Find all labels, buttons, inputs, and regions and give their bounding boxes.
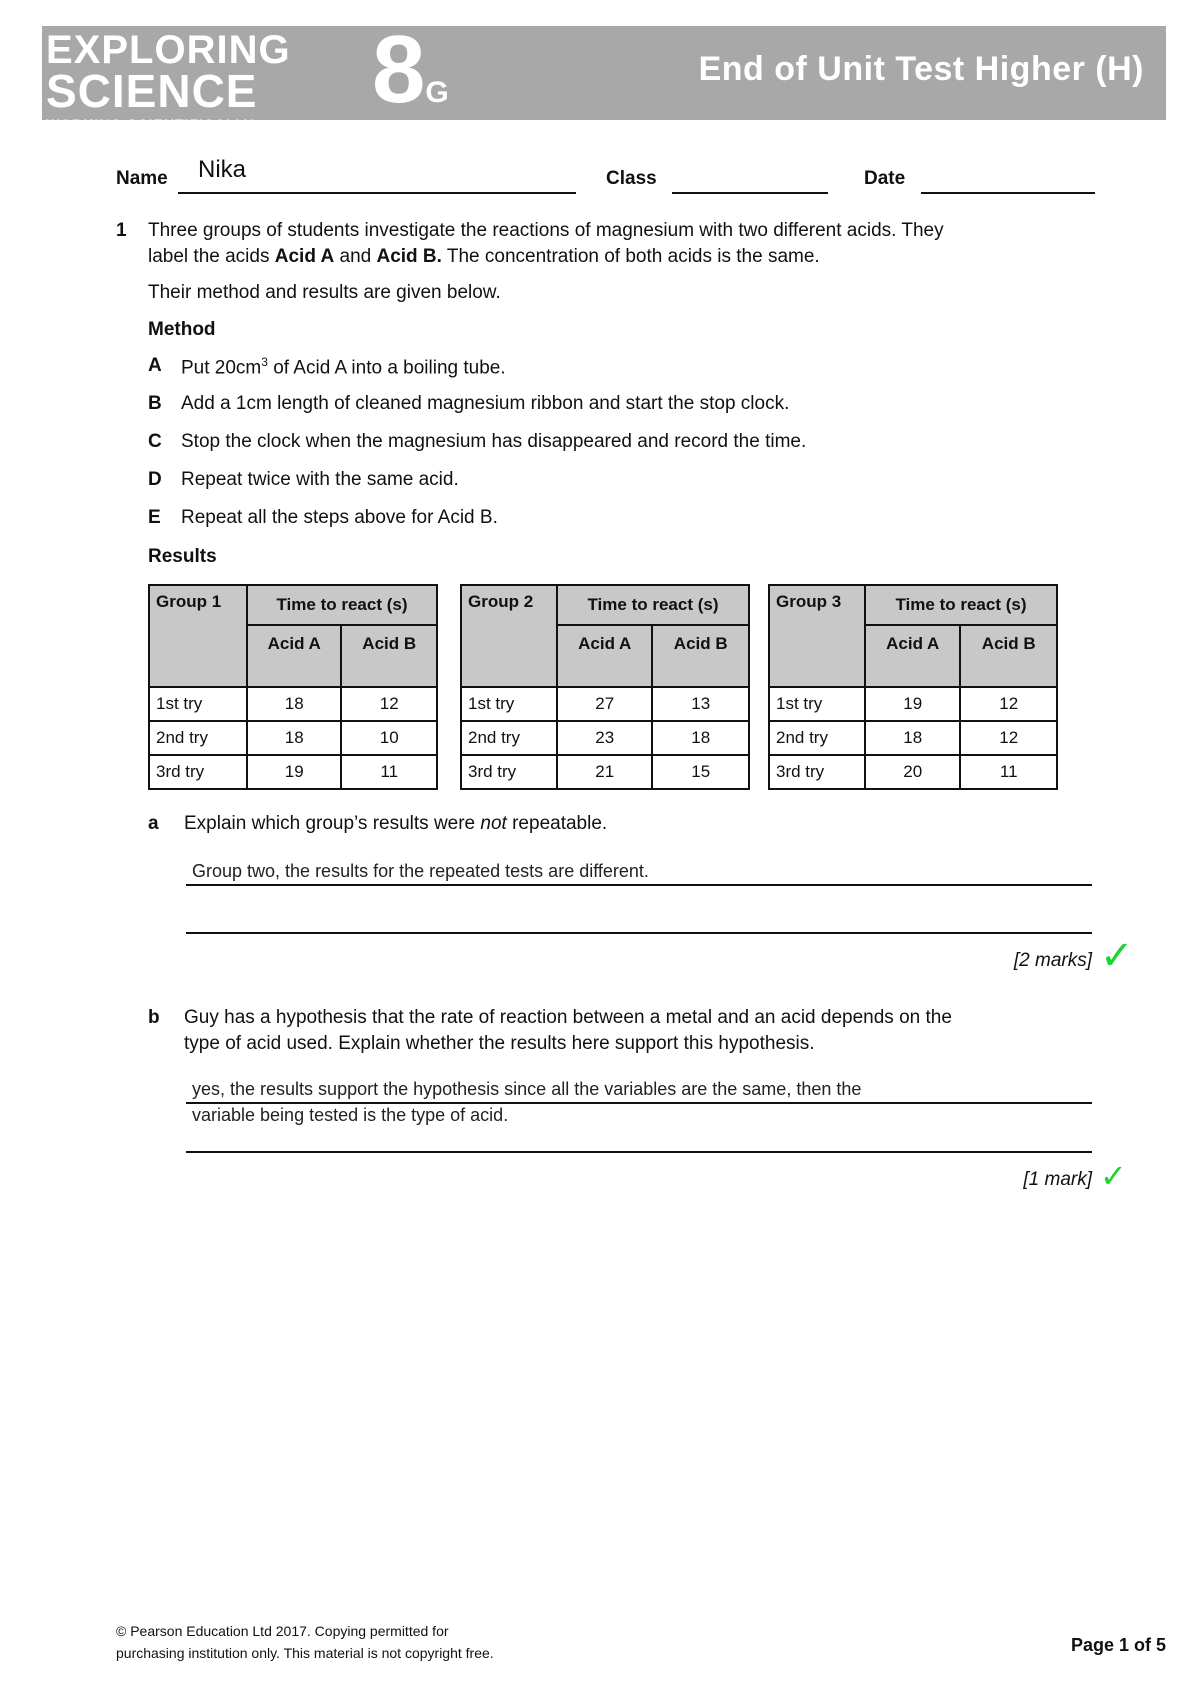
step-letter: E xyxy=(148,507,161,528)
acid-b-value: 10 xyxy=(341,721,437,755)
logo-line-3: WORKING SCIENTIFICALLY xyxy=(46,116,255,132)
checkmark-icon: ✓ xyxy=(1100,1158,1127,1194)
acid-a-value: 27 xyxy=(557,687,652,721)
question-intro-line-2 xyxy=(148,244,1098,270)
row-label: 3rd try xyxy=(769,755,865,789)
part-a-text: repeatable. xyxy=(506,813,608,834)
step-text xyxy=(181,355,506,379)
table-row xyxy=(461,721,749,755)
time-header: Time to react (s) xyxy=(557,585,749,625)
acid-b-header: Acid B xyxy=(652,625,749,687)
row-label: 2nd try xyxy=(461,721,557,755)
step-a-text: Put 20cm xyxy=(181,357,262,379)
method-heading: Method xyxy=(148,319,216,340)
exploring-science-logo xyxy=(46,30,346,132)
acid-a-header: Acid A xyxy=(557,625,652,687)
copyright-line-1: © Pearson Education Ltd 2017. Copying permitted for xyxy=(116,1623,449,1639)
acid-a-header: Acid A xyxy=(865,625,960,687)
page-number: Page 1 of 5 xyxy=(1070,1635,1166,1655)
header-banner xyxy=(42,16,1166,132)
part-a-text: Explain which group’s results were xyxy=(184,813,481,834)
acid-b-value: 11 xyxy=(960,755,1057,789)
logo-line-1: EXPLORING xyxy=(46,28,291,72)
acid-b-value: 15 xyxy=(652,755,749,789)
step-letter: B xyxy=(148,393,162,414)
time-header: Time to react (s) xyxy=(865,585,1057,625)
test-title: End of Unit Test Higher (H) xyxy=(698,50,1144,88)
part-b-question xyxy=(184,1005,1104,1057)
acid-b-header: Acid B xyxy=(341,625,437,687)
part-b-answer-line-2: variable being tested is the type of acid. xyxy=(192,1105,509,1125)
question-number: 1 xyxy=(116,220,127,241)
table-row xyxy=(149,721,437,755)
row-label: 2nd try xyxy=(769,721,865,755)
row-label: 1st try xyxy=(149,687,247,721)
time-header: Time to react (s) xyxy=(247,585,437,625)
step-text: Repeat all the steps above for Acid B. xyxy=(181,507,498,528)
acid-b-value: 11 xyxy=(341,755,437,789)
table-row xyxy=(769,687,1057,721)
table-row xyxy=(769,721,1057,755)
acid-a-value: 19 xyxy=(247,755,341,789)
step-text: Repeat twice with the same acid. xyxy=(181,469,459,490)
unit-number: 8 xyxy=(372,16,426,123)
answer-line[interactable] xyxy=(186,932,1092,934)
results-table-group-2 xyxy=(460,584,750,790)
answer-line[interactable] xyxy=(186,1102,1092,1104)
copyright-notice xyxy=(116,1620,494,1664)
copyright-line-2: purchasing institution only. This material is not copyright free. xyxy=(116,1645,494,1661)
acid-b-value: 12 xyxy=(960,721,1057,755)
table-row xyxy=(149,755,437,789)
step-letter: A xyxy=(148,355,162,376)
part-b-letter: b xyxy=(148,1007,160,1028)
acid-a-value: 18 xyxy=(247,687,341,721)
method-steps xyxy=(148,355,1048,545)
group-header: Group 2 xyxy=(461,585,557,687)
table-row xyxy=(149,687,437,721)
part-a-marks: [2 marks] xyxy=(1013,950,1092,971)
unit-letter: G xyxy=(425,76,449,109)
superscript: 3 xyxy=(261,355,268,369)
checkmark-icon: ✓ xyxy=(1100,934,1134,978)
class-field[interactable] xyxy=(672,192,828,194)
acid-a-value: 21 xyxy=(557,755,652,789)
date-field[interactable] xyxy=(921,192,1095,194)
acid-a-value: 23 xyxy=(557,721,652,755)
name-field[interactable] xyxy=(178,192,576,194)
acid-a-value: 18 xyxy=(247,721,341,755)
name-label: Name xyxy=(116,168,168,189)
step-letter: D xyxy=(148,469,162,490)
acid-a-value: 20 xyxy=(865,755,960,789)
acid-b-header: Acid B xyxy=(960,625,1057,687)
results-table-group-1 xyxy=(148,584,438,790)
results-heading: Results xyxy=(148,546,217,567)
student-details xyxy=(116,150,1096,200)
row-label: 3rd try xyxy=(149,755,247,789)
acid-b-term: Acid B. xyxy=(376,246,442,267)
acid-b-value: 12 xyxy=(960,687,1057,721)
acid-a-value: 19 xyxy=(865,687,960,721)
row-label: 1st try xyxy=(769,687,865,721)
acid-a-value: 18 xyxy=(865,721,960,755)
part-a-letter: a xyxy=(148,813,159,834)
results-table-group-3 xyxy=(768,584,1058,790)
step-letter: C xyxy=(148,431,162,452)
part-b-question-line-2: type of acid used. Explain whether the results here support this hypothesis. xyxy=(184,1033,815,1054)
part-a-emphasis: not xyxy=(480,813,507,834)
table-row xyxy=(461,755,749,789)
answer-line[interactable] xyxy=(186,884,1092,886)
intro-text: and xyxy=(334,246,377,267)
question-intro-line-1: Three groups of students investigate the reactions of magnesium with two different acids. They xyxy=(148,220,944,241)
row-label: 2nd try xyxy=(149,721,247,755)
name-value: Nika xyxy=(198,156,247,183)
table-row xyxy=(769,755,1057,789)
date-label: Date xyxy=(864,168,906,189)
acid-a-term: Acid A xyxy=(274,246,335,267)
part-b-marks: [1 mark] xyxy=(1023,1169,1092,1190)
method-intro: Their method and results are given below. xyxy=(148,282,501,303)
class-label: Class xyxy=(606,168,657,189)
intro-text: label the acids xyxy=(148,246,275,267)
step-text: Add a 1cm length of cleaned magnesium ribbon and start the stop clock. xyxy=(181,393,790,414)
acid-b-value: 12 xyxy=(341,687,437,721)
answer-line[interactable] xyxy=(186,1151,1092,1153)
step-a-text: of Acid A into a boiling tube. xyxy=(267,357,506,379)
part-b-question-line-1: Guy has a hypothesis that the rate of reaction between a metal and an acid depends on the xyxy=(184,1007,952,1028)
step-text: Stop the clock when the magnesium has disappeared and record the time. xyxy=(181,431,807,452)
logo-line-2: SCIENCE xyxy=(46,65,258,117)
acid-a-header: Acid A xyxy=(247,625,341,687)
part-b-answer-line-1: yes, the results support the hypothesis since all the variables are the same, then the xyxy=(192,1079,862,1099)
group-header: Group 3 xyxy=(769,585,865,687)
acid-b-value: 18 xyxy=(652,721,749,755)
table-row xyxy=(461,687,749,721)
part-a-question xyxy=(184,811,607,837)
acid-b-value: 13 xyxy=(652,687,749,721)
unit-code xyxy=(372,16,449,123)
group-header: Group 1 xyxy=(149,585,247,687)
row-label: 1st try xyxy=(461,687,557,721)
question-intro xyxy=(148,218,1098,270)
part-a-answer: Group two, the results for the repeated tests are different. xyxy=(192,861,649,881)
intro-text: The concentration of both acids is the same. xyxy=(441,246,820,267)
row-label: 3rd try xyxy=(461,755,557,789)
